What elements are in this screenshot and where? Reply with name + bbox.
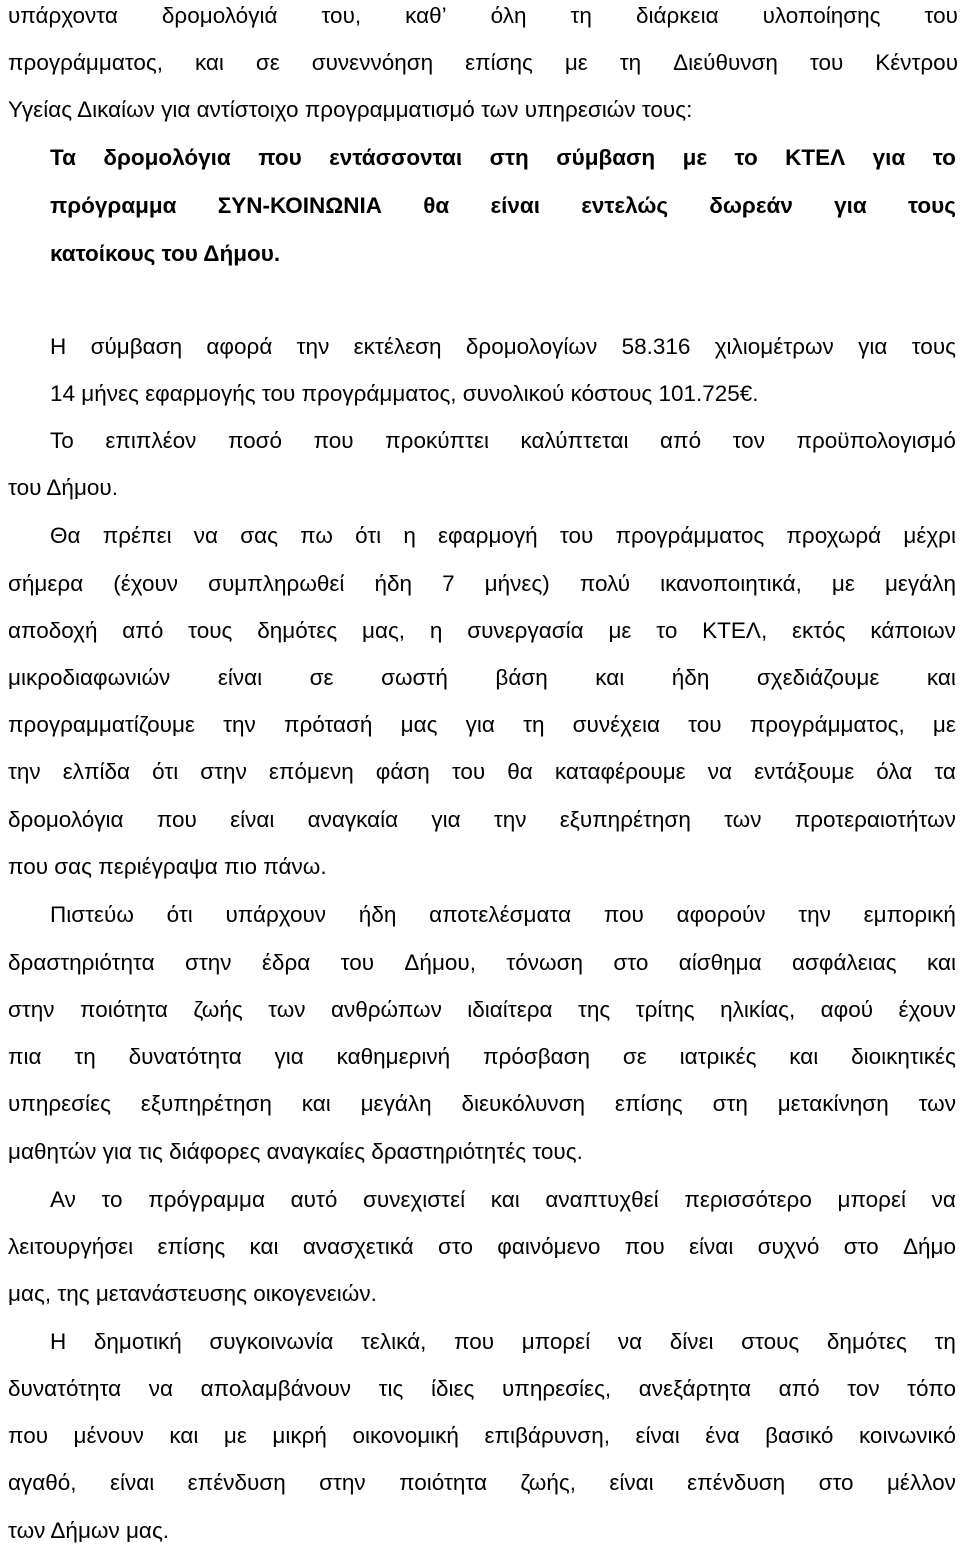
text-line: προγράμματος, και σε συνεννόηση επίσης με τη Διεύθυνση του Κέντρου — [8, 50, 958, 75]
bold-text-line: πρόγραμμα ΣΥΝ-ΚΟΙΝΩΝΙΑ θα είναι εντελώς δωρεάν για τους — [50, 193, 956, 218]
text-line: μικροδιαφωνιών είναι σε σωστή βάση και ήδη σχεδιάζουμε και — [8, 665, 956, 690]
text-line: Η δημοτική συγκοινωνία τελικά, που μπορεί να δίνει στους δημότες τη — [50, 1329, 956, 1354]
text-line: σήμερα (έχουν συμπληρωθεί ήδη 7 μήνες) πολύ ικανοποιητικά, με μεγάλη — [8, 571, 956, 596]
text-line: υπηρεσίες εξυπηρέτηση και μεγάλη διευκόλυνση επίσης στη μετακίνηση των — [8, 1091, 956, 1116]
text-line: Αν το πρόγραμμα αυτό συνεχιστεί και αναπτυχθεί περισσότερο μπορεί να — [50, 1187, 956, 1212]
text-line: λειτουργήσει επίσης και ανασχετικά στο φαινόμενο που είναι συχνό στο Δήμο — [8, 1234, 956, 1259]
text-line: Το επιπλέον ποσό που προκύπτει καλύπτεται από τον προϋπολογισμό — [50, 428, 956, 453]
text-line: δρομολόγια που είναι αναγκαία για την εξυπηρέτηση των προτεραιοτήτων — [8, 807, 956, 832]
text-line: Υγείας Δικαίων για αντίστοιχο προγραμματισμό των υπηρεσιών τους: — [8, 97, 693, 122]
text-line: που μένουν και με μικρή οικονομική επιβάρυνση, είναι ένα βασικό κοινωνικό — [8, 1423, 956, 1448]
text-line: αποδοχή από τους δημότες μας, η συνεργασία με το ΚΤΕΛ, εκτός κάποιων — [8, 618, 956, 643]
text-line: πια τη δυνατότητα για καθημερινή πρόσβαση σε ιατρικές και διοικητικές — [8, 1044, 956, 1069]
text-line: δυνατότητα να απολαμβάνουν τις ίδιες υπηρεσίες, ανεξάρτητα από τον τόπο — [8, 1376, 956, 1401]
text-line: στην ποιότητα ζωής των ανθρώπων ιδιαίτερα της τρίτης ηλικίας, αφού έχουν — [8, 997, 956, 1022]
text-line: του Δήμου. — [8, 475, 118, 500]
text-line: την ελπίδα ότι στην επόμενη φάση του θα καταφέρουμε να εντάξουμε όλα τα — [8, 759, 956, 784]
text-line: μαθητών για τις διάφορες αναγκαίες δραστηριότητές τους. — [8, 1139, 583, 1164]
text-line: 14 μήνες εφαρμογής του προγράμματος, συνολικού κόστους 101.725€. — [50, 381, 759, 406]
text-line: Πιστεύω ότι υπάρχουν ήδη αποτελέσματα που αφορούν την εμπορική — [50, 902, 956, 927]
bold-text-line: κατοίκους του Δήμου. — [50, 241, 281, 266]
text-line: Θα πρέπει να σας πω ότι η εφαρμογή του προγράμματος προχωρά μέχρι — [50, 523, 956, 548]
text-line: προγραμματίζουμε την πρότασή μας για τη συνέχεια του προγράμματος, με — [8, 712, 956, 737]
text-line: που σας περιέγραψα πιο πάνω. — [8, 854, 327, 879]
text-line: των Δήμων μας. — [8, 1518, 170, 1543]
bold-text-line: Τα δρομολόγια που εντάσσονται στη σύμβαση με το ΚΤΕΛ για το — [50, 145, 956, 170]
text-line: Η σύμβαση αφορά την εκτέλεση δρομολογίων 58.316 χιλιομέτρων για τους — [50, 334, 956, 359]
text-line: μας, της μετανάστευσης οικογενειών. — [8, 1281, 377, 1306]
text-line: υπάρχοντα δρομολόγιά του, καθ’ όλη τη διάρκεια υλοποίησης του — [8, 3, 958, 28]
text-line: αγαθό, είναι επένδυση στην ποιότητα ζωής, είναι επένδυση στο μέλλον — [8, 1470, 956, 1495]
text-line: δραστηριότητα στην έδρα του Δήμου, τόνωση στο αίσθημα ασφάλειας και — [8, 950, 956, 975]
